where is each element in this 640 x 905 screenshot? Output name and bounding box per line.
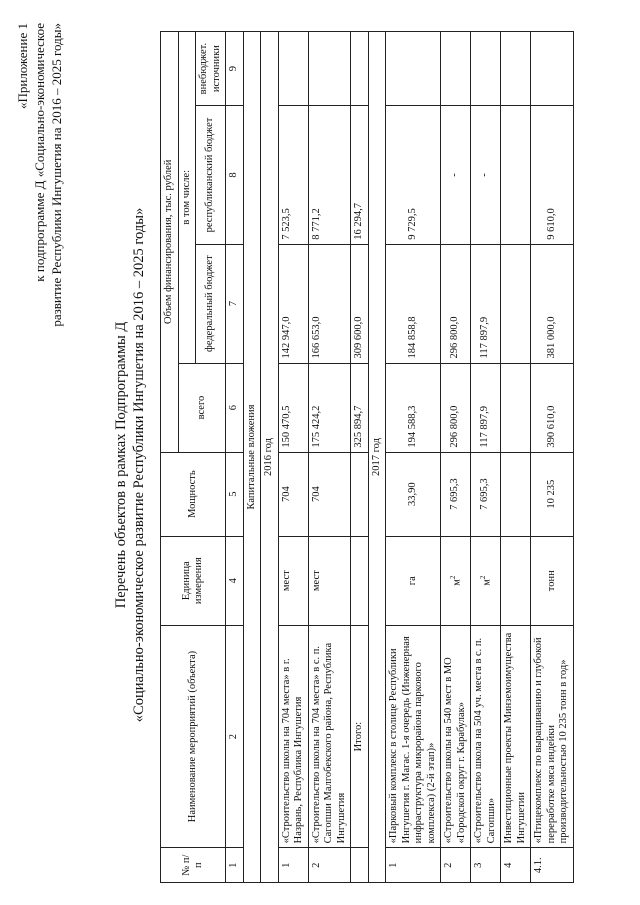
header-funding: Объем финансирования, тыс. рублей <box>161 32 179 453</box>
appendix-line-1: «Приложение 1 <box>15 23 30 110</box>
section-2017: 2017 год <box>368 32 386 883</box>
row-unit: тонн <box>531 536 574 625</box>
table-row <box>531 32 574 883</box>
col-index: 5 <box>226 452 244 536</box>
section-capital: Капитальные вложения <box>243 32 261 883</box>
row-federal: 117 897,9 <box>471 244 501 363</box>
row-capacity: 704 <box>278 452 308 536</box>
header-total: всего <box>178 363 226 452</box>
unit-superscript: 2 <box>449 575 457 580</box>
row-offbudget <box>471 32 501 106</box>
row-name: Инвестиционные проекты Минземоимущества Ингушетии <box>501 625 531 848</box>
rotated-content <box>10 15 630 895</box>
title-line-1: Перечень объектов в рамках Подпрограммы Д <box>113 321 129 609</box>
row-federal: 184 858,8 <box>386 244 441 363</box>
row-capacity: 7 695,3 <box>441 452 471 536</box>
column-index-row <box>226 32 244 883</box>
row-num: 2 <box>441 848 471 883</box>
unit-text: м <box>451 579 463 586</box>
total-row <box>351 32 369 883</box>
section-2016: 2016 год <box>261 32 279 883</box>
row-capacity: 33,90 <box>386 452 441 536</box>
row-republic: 9 610,0 <box>531 106 574 245</box>
table-row <box>471 32 501 883</box>
row-offbudget <box>501 32 531 106</box>
col-index: 4 <box>226 536 244 625</box>
header-republic: республиканский бюджет <box>196 106 226 245</box>
table-row <box>501 32 531 883</box>
row-republic: 7 523,5 <box>278 106 308 245</box>
row-num: 1 <box>386 848 441 883</box>
row-republic <box>501 106 531 245</box>
row-name: «Строительство школа на 504 уч. места в с. п. Сагопши» <box>471 625 501 848</box>
row-total <box>501 363 531 452</box>
row-federal: 142 947,0 <box>278 244 308 363</box>
row-num: 1 <box>278 848 308 883</box>
row-name: «Строительство школы на 540 мест в МО «Городской округ г. Карабулак» <box>441 625 471 848</box>
appendix-header <box>14 23 65 453</box>
row-unit: мест <box>308 536 351 625</box>
total-label: Итого: <box>351 625 369 848</box>
col-index: 2 <box>226 625 244 848</box>
table-row <box>278 32 308 883</box>
row-unit <box>471 536 501 625</box>
total-sum: 325 894,7 <box>351 363 369 452</box>
unit-text: м <box>481 579 493 586</box>
header-capacity: Мощность <box>161 452 226 536</box>
header-name: Наименование мероприятий (объекта) <box>161 625 226 848</box>
document-title <box>112 75 148 855</box>
row-num: 4 <box>501 848 531 883</box>
row-republic: 8 771,2 <box>308 106 351 245</box>
row-capacity: 704 <box>308 452 351 536</box>
total-federal: 309 600,0 <box>351 244 369 363</box>
row-federal: 166 653,0 <box>308 244 351 363</box>
row-capacity: 10 235 <box>531 452 574 536</box>
header-federal: федеральный бюджет <box>196 244 226 363</box>
row-name: «Строительство школы на 704 места» в г. Назрань, Республика Ингушетия <box>278 625 308 848</box>
table-row <box>386 32 441 883</box>
row-republic: - <box>471 106 501 245</box>
objects-table <box>160 31 574 883</box>
row-federal: 381 000,0 <box>531 244 574 363</box>
row-offbudget <box>441 32 471 106</box>
title-line-2: «Социально-экономическое развитие Республики Ингушетия на 2016 – 2025 годы» <box>131 207 147 723</box>
row-total: 194 588,3 <box>386 363 441 452</box>
header-unit: Единица измерения <box>161 536 226 625</box>
row-unit <box>441 536 471 625</box>
total-republic: 16 294,7 <box>351 106 369 245</box>
header-offbudget: внебюджет. источники <box>196 32 226 106</box>
header-num: № п/п <box>161 848 226 883</box>
row-unit: га <box>386 536 441 625</box>
row-capacity: 7 695,3 <box>471 452 501 536</box>
row-offbudget <box>278 32 308 106</box>
row-republic: 9 729,5 <box>386 106 441 245</box>
appendix-line-3: развитие Республики Ингушетия на 2016 – 2025 годы» <box>49 23 64 327</box>
row-total: 296 800,0 <box>441 363 471 452</box>
col-index: 9 <box>226 32 244 106</box>
col-index: 6 <box>226 363 244 452</box>
row-num: 3 <box>471 848 501 883</box>
row-name: «Птицекомплекс по выращиванию и глубокой переработке мяса индейки производительностью 10 235 тонн в год» <box>531 625 574 848</box>
row-total: 390 610,0 <box>531 363 574 452</box>
row-total: 117 897,9 <box>471 363 501 452</box>
row-unit: мест <box>278 536 308 625</box>
row-offbudget <box>531 32 574 106</box>
appendix-line-2: к подпрограмме Д «Социально-экономическое <box>32 23 47 282</box>
col-index: 1 <box>226 848 244 883</box>
row-offbudget <box>386 32 441 106</box>
table-row <box>441 32 471 883</box>
row-total: 175 424,2 <box>308 363 351 452</box>
unit-superscript: 2 <box>479 575 487 580</box>
row-name: «Строительство школы на 704 места» в с. п. Сагопши Малгобекского района, Республика Ингушетия <box>308 625 351 848</box>
row-republic: - <box>441 106 471 245</box>
row-federal <box>501 244 531 363</box>
row-name: «Парковый комплекс в столице Республики Ингушетия г. Магас. 1-я очередь (Инженерная инфраструктура микрорайона паркового комплекса) (2-й этап)» <box>386 625 441 848</box>
row-num: 2 <box>308 848 351 883</box>
row-federal: 296 800,0 <box>441 244 471 363</box>
col-index: 8 <box>226 106 244 245</box>
header-incl: в том числе: <box>178 32 196 364</box>
row-unit <box>501 536 531 625</box>
col-index: 7 <box>226 244 244 363</box>
row-num: 4.1. <box>531 848 574 883</box>
row-offbudget <box>308 32 351 106</box>
row-capacity <box>501 452 531 536</box>
table-row <box>308 32 351 883</box>
row-total: 150 470,5 <box>278 363 308 452</box>
